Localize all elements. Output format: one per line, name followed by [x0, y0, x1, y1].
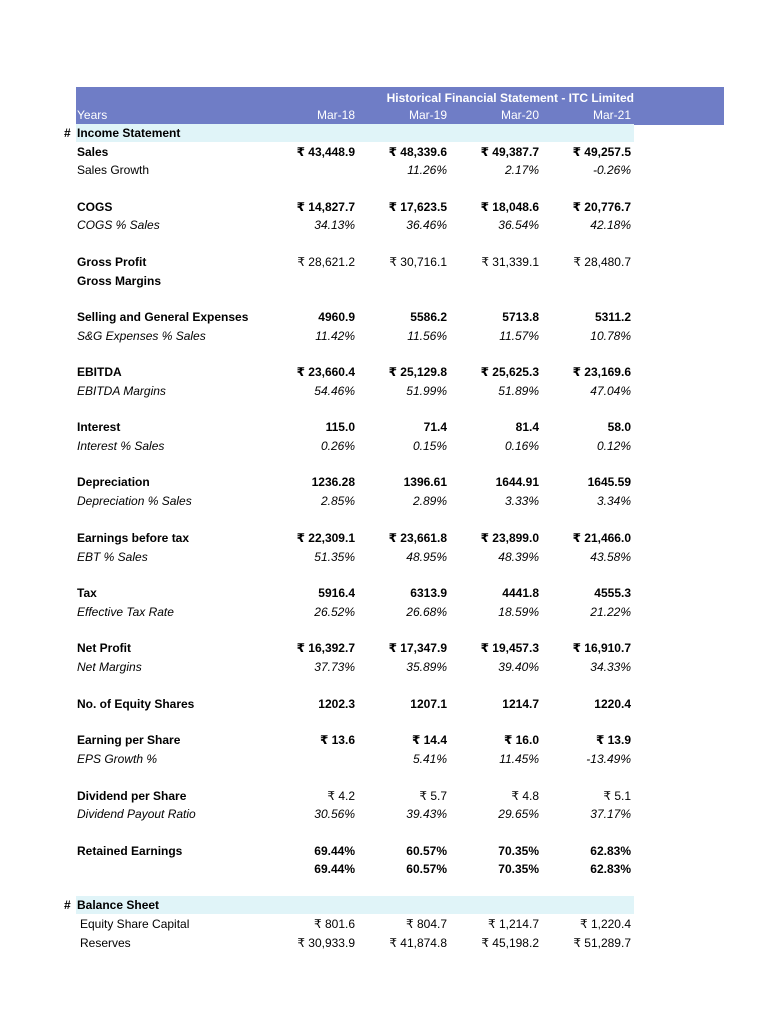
row-label: Tax: [77, 586, 97, 600]
cell-value: ₹ 49,387.7: [480, 145, 539, 159]
cell-value: ₹ 30,716.1: [389, 255, 447, 269]
cell-value: 1207.1: [410, 697, 447, 711]
row-retained-2: [0, 860, 768, 878]
section-income-statement: [0, 124, 768, 142]
row-label: COGS: [77, 200, 113, 214]
cell-value: ₹ 19,457.3: [480, 641, 539, 655]
cell-value: 69.44%: [314, 844, 355, 858]
row-label: Sales: [77, 145, 109, 159]
row-label: Selling and General Expenses: [77, 310, 249, 324]
row-cogs: [0, 198, 768, 216]
row-ebt-pct: [0, 548, 768, 566]
row-label: EBITDA Margins: [77, 384, 166, 398]
cell-value: 1644.91: [495, 475, 539, 489]
row-label: Interest: [77, 420, 121, 434]
row-tax: [0, 584, 768, 602]
cell-value: 0.26%: [320, 439, 355, 453]
cell-value: 71.4: [423, 420, 447, 434]
cell-value: ₹ 31,339.1: [481, 255, 539, 269]
cell-value: 1220.4: [594, 697, 631, 711]
cell-value: ₹ 51,289.7: [573, 936, 631, 950]
section-hash: #: [64, 126, 71, 140]
cell-value: 62.83%: [590, 844, 631, 858]
row-label: S&G Expenses % Sales: [77, 329, 206, 343]
cell-value: 34.33%: [590, 660, 631, 674]
cell-value: ₹ 23,660.4: [296, 365, 355, 379]
row-ebitda: [0, 363, 768, 381]
cell-value: ₹ 49,257.5: [572, 145, 631, 159]
row-label: Gross Margins: [77, 274, 162, 288]
cell-value: 37.73%: [314, 660, 355, 674]
cell-value: -0.26%: [592, 163, 631, 177]
row-depreciation-pct: [0, 492, 768, 510]
cell-value: 51.99%: [406, 384, 447, 398]
row-label: EBT % Sales: [77, 550, 148, 564]
cell-value: 34.13%: [314, 218, 355, 232]
cell-value: 26.68%: [406, 605, 447, 619]
row-label: COGS % Sales: [77, 218, 160, 232]
row-sga: [0, 308, 768, 326]
cell-value: ₹ 17,347.9: [388, 641, 447, 655]
year-header: Mar-18: [316, 108, 355, 122]
cell-value: ₹ 13.6: [319, 733, 355, 747]
row-label: Dividend Payout Ratio: [77, 807, 196, 821]
cell-value: ₹ 48,339.6: [388, 145, 447, 159]
cell-value: ₹ 30,933.9: [297, 936, 355, 950]
row-depreciation: [0, 473, 768, 491]
cell-value: ₹ 801.6: [314, 917, 355, 931]
cell-value: 1396.61: [403, 475, 447, 489]
cell-value: ₹ 16,392.7: [296, 641, 355, 655]
cell-value: ₹ 18,048.6: [480, 200, 539, 214]
cell-value: 5916.4: [318, 586, 355, 600]
cell-value: 70.35%: [498, 862, 539, 876]
cell-value: ₹ 23,899.0: [480, 531, 539, 545]
row-label: Reserves: [80, 936, 131, 950]
row-retained: [0, 842, 768, 860]
cell-value: 2.89%: [412, 494, 447, 508]
cell-value: 3.34%: [596, 494, 631, 508]
row-label: Dividend per Share: [77, 789, 187, 803]
cell-value: 115.0: [325, 420, 355, 434]
years-label: Years: [77, 108, 108, 122]
cell-value: ₹ 22,309.1: [296, 531, 355, 545]
year-header: Mar-19: [408, 108, 447, 122]
cell-value: 60.57%: [406, 862, 447, 876]
cell-value: -13.49%: [586, 752, 631, 766]
cell-value: 37.17%: [590, 807, 631, 821]
cell-value: 21.22%: [590, 605, 631, 619]
row-label: Depreciation: [77, 475, 150, 489]
cell-value: 51.35%: [314, 550, 355, 564]
cell-value: 42.18%: [590, 218, 631, 232]
cell-value: ₹ 16.0: [503, 733, 539, 747]
cell-value: 29.65%: [498, 807, 539, 821]
cell-value: 43.58%: [590, 550, 631, 564]
cell-value: 2.85%: [320, 494, 355, 508]
cell-value: 58.0: [607, 420, 631, 434]
row-net-profit: [0, 639, 768, 657]
row-label: Equity Share Capital: [80, 917, 190, 931]
cell-value: 3.33%: [504, 494, 539, 508]
years-header-row: [0, 106, 768, 124]
year-header: Mar-20: [500, 108, 539, 122]
cell-value: ₹ 23,169.6: [572, 365, 631, 379]
cell-value: ₹ 13.9: [595, 733, 631, 747]
cell-value: 69.44%: [314, 862, 355, 876]
cell-value: ₹ 23,661.8: [388, 531, 447, 545]
cell-value: 1645.59: [587, 475, 631, 489]
cell-value: ₹ 43,448.9: [296, 145, 355, 159]
cell-value: ₹ 804.7: [406, 917, 447, 931]
row-reserves: [0, 934, 768, 952]
row-gross-profit: [0, 253, 768, 271]
cell-value: ₹ 17,623.5: [388, 200, 447, 214]
cell-value: 1236.28: [311, 475, 355, 489]
cell-value: 1202.3: [318, 697, 355, 711]
cell-value: 60.57%: [406, 844, 447, 858]
cell-value: ₹ 20,776.7: [572, 200, 631, 214]
row-label: Effective Tax Rate: [77, 605, 174, 619]
row-label: Interest % Sales: [77, 439, 165, 453]
cell-value: 36.46%: [406, 218, 447, 232]
cell-value: 4960.9: [318, 310, 355, 324]
cell-value: 10.78%: [590, 329, 631, 343]
cell-value: ₹ 28,621.2: [297, 255, 355, 269]
cell-value: ₹ 25,129.8: [388, 365, 447, 379]
cell-value: ₹ 14.4: [411, 733, 447, 747]
row-eps-growth: [0, 750, 768, 768]
sheet-title: Historical Financial Statement - ITC Limited: [386, 91, 634, 105]
section-title: Balance Sheet: [77, 898, 160, 912]
cell-value: 39.43%: [406, 807, 447, 821]
row-tax-rate: [0, 603, 768, 621]
cell-value: 0.16%: [504, 439, 539, 453]
row-label: Gross Profit: [77, 255, 147, 269]
cell-value: ₹ 45,198.2: [481, 936, 539, 950]
row-shares: [0, 695, 768, 713]
row-label: Net Margins: [77, 660, 142, 674]
cell-value: ₹ 4.2: [327, 789, 355, 803]
row-cogs-pct: [0, 216, 768, 234]
cell-value: ₹ 14,827.7: [296, 200, 355, 214]
row-label: Net Profit: [77, 641, 131, 655]
cell-value: ₹ 1,214.7: [487, 917, 539, 931]
cell-value: 51.89%: [498, 384, 539, 398]
row-dps: [0, 787, 768, 805]
cell-value: 26.52%: [314, 605, 355, 619]
cell-value: 0.12%: [596, 439, 631, 453]
cell-value: 62.83%: [590, 862, 631, 876]
section-balance-sheet: [0, 896, 768, 914]
cell-value: 48.95%: [406, 550, 447, 564]
row-interest-pct: [0, 437, 768, 455]
cell-value: 5311.2: [594, 310, 631, 324]
cell-value: 6313.9: [410, 586, 447, 600]
cell-value: 39.40%: [498, 660, 539, 674]
cell-value: ₹ 28,480.7: [573, 255, 631, 269]
cell-value: 36.54%: [498, 218, 539, 232]
row-eps: [0, 731, 768, 749]
cell-value: 54.46%: [314, 384, 355, 398]
cell-value: 2.17%: [504, 163, 539, 177]
cell-value: 4441.8: [502, 586, 539, 600]
row-gross-margins: [0, 272, 768, 290]
cell-value: 18.59%: [498, 605, 539, 619]
cell-value: 81.4: [515, 420, 539, 434]
cell-value: 70.35%: [498, 844, 539, 858]
cell-value: ₹ 21,466.0: [572, 531, 631, 545]
row-ebitda-margins: [0, 382, 768, 400]
cell-value: 11.42%: [315, 329, 355, 343]
row-interest: [0, 418, 768, 436]
cell-value: 5586.2: [410, 310, 447, 324]
row-payout: [0, 805, 768, 823]
row-label: Sales Growth: [77, 163, 150, 177]
section-title: Income Statement: [77, 126, 181, 140]
cell-value: ₹ 5.7: [419, 789, 447, 803]
cell-value: 11.56%: [407, 329, 447, 343]
cell-value: 4555.3: [594, 586, 631, 600]
cell-value: ₹ 16,910.7: [572, 641, 631, 655]
cell-value: 35.89%: [406, 660, 447, 674]
cell-value: 5713.8: [502, 310, 539, 324]
year-header: Mar-21: [592, 108, 631, 122]
cell-value: 11.57%: [499, 329, 539, 343]
row-label: Depreciation % Sales: [77, 494, 192, 508]
row-net-margins: [0, 658, 768, 676]
cell-value: 0.15%: [412, 439, 447, 453]
cell-value: ₹ 5.1: [603, 789, 631, 803]
section-hash: #: [64, 898, 71, 912]
cell-value: ₹ 4.8: [511, 789, 539, 803]
section-band: [76, 896, 634, 914]
cell-value: 30.56%: [314, 807, 355, 821]
row-label: EPS Growth %: [77, 752, 158, 766]
cell-value: ₹ 41,874.8: [389, 936, 447, 950]
cell-value: 48.39%: [498, 550, 539, 564]
row-equity-capital: [0, 915, 768, 933]
row-sales: [0, 143, 768, 161]
row-label: No. of Equity Shares: [77, 697, 195, 711]
row-label: EBITDA: [77, 365, 122, 379]
cell-value: 11.26%: [407, 163, 447, 177]
cell-value: ₹ 25,625.3: [480, 365, 539, 379]
row-label: Earnings before tax: [77, 531, 190, 545]
row-label: Retained Earnings: [77, 844, 183, 858]
row-label: Earning per Share: [77, 733, 181, 747]
cell-value: 11.45%: [499, 752, 539, 766]
cell-value: 5.41%: [412, 752, 447, 766]
row-sga-pct: [0, 327, 768, 345]
cell-value: ₹ 1,220.4: [579, 917, 631, 931]
row-sales-growth: [0, 161, 768, 179]
row-ebt: [0, 529, 768, 547]
cell-value: 47.04%: [590, 384, 631, 398]
cell-value: 1214.7: [502, 697, 539, 711]
